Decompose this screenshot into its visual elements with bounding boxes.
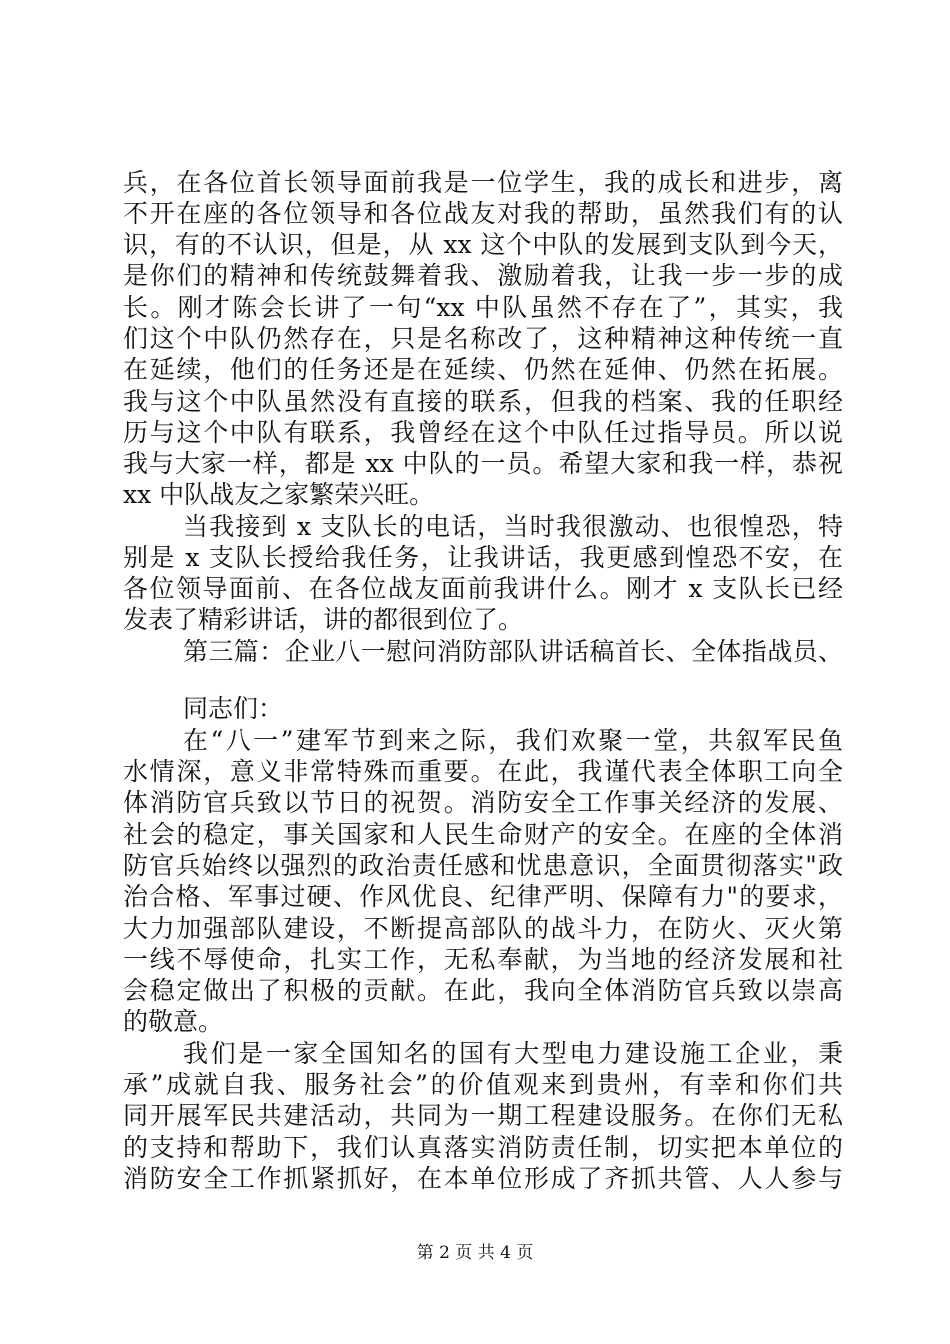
body-line: 历与这个中队有联系，我曾经在这个中队任过指导员。所以说 [123, 418, 843, 447]
body-line: 治合格、军事过硬、作风优良、纪律严明、保障有力"的要求， [123, 882, 843, 911]
body-line: 的敬意。 [123, 1007, 224, 1036]
body-line: 消防安全工作抓紧抓好，在本单位形成了齐抓共管、人人参与 [123, 1164, 843, 1193]
body-line: 别是 x 支队长授给我任务，让我讲话，我更感到惶恐不安，在 [123, 543, 843, 572]
body-line: 的支持和帮助下，我们认真落实消防责任制，切实把本单位的 [123, 1133, 843, 1162]
body-line: 体消防官兵致以节日的祝贺。消防安全工作事关经济的发展、 [123, 788, 843, 817]
body-line: 识，有的不认识，但是，从 xx 这个中队的发展到支队到今天， [123, 230, 843, 259]
body-line: 我与这个中队虽然没有直接的联系，但我的档案、我的任职经 [123, 387, 843, 416]
body-line: 会稳定做出了积极的贡献。在此，我向全体消防官兵致以崇高 [123, 976, 843, 1005]
body-line: 们这个中队仍然存在，只是名称改了，这种精神这种传统一直 [123, 324, 843, 353]
salutation: 同志们： [183, 694, 284, 723]
body-line: 是你们的精神和传统鼓舞着我、激励着我，让我一步一步的成 [123, 261, 843, 290]
page-footer [0, 1242, 950, 1264]
body-line: 一线不辱使命，扎实工作，无私奉献，为当地的经济发展和社 [123, 945, 843, 974]
body-line: 我们是一家全国知名的国有大型电力建设施工企业，秉 [183, 1039, 843, 1068]
section-heading: 第三篇：企业八一慰问消防部队讲话稿首长、全体指战员、 [183, 637, 843, 666]
body-line: 防官兵始终以强烈的政治责任感和忧患意识，全面贯彻落实"政 [123, 851, 843, 880]
body-line: 兵，在各位首长领导面前我是一位学生，我的成长和进步，离 [123, 168, 843, 197]
body-line: xx 中队战友之家繁荣兴旺。 [123, 480, 435, 509]
page-number-label: 第 2 页 共 4 页 [416, 1243, 534, 1263]
body-line: 长。刚才陈会长讲了一句“xx 中队虽然不存在了”，其实，我 [123, 293, 843, 322]
body-line: 大力加强部队建设，不断提高部队的战斗力，在防火、灭火第 [123, 914, 843, 943]
body-line: 在“八一”建军节到来之际，我们欢聚一堂，共叙军民鱼 [183, 726, 843, 755]
body-line: 水情深，意义非常特殊而重要。在此，我谨代表全体职工向全 [123, 757, 843, 786]
body-line: 不开在座的各位领导和各位战友对我的帮助，虽然我们有的认 [123, 199, 843, 228]
body-line: 各位领导面前、在各位战友面前我讲什么。刚才 x 支队长已经 [123, 574, 843, 603]
body-line: 我与大家一样，都是 xx 中队的一员。希望大家和我一样，恭祝 [123, 449, 843, 478]
body-line: 承”成就自我、服务社会”的价值观来到贵州，有幸和你们共 [123, 1070, 843, 1099]
body-line: 发表了精彩讲话，讲的都很到位了。 [123, 605, 524, 634]
body-line: 同开展军民共建活动，共同为一期工程建设服务。在你们无私 [123, 1101, 843, 1130]
body-line: 在延续，他们的任务还是在延续、仍然在延伸、仍然在拓展。 [123, 355, 843, 384]
body-line: 社会的稳定，事关国家和人民生命财产的安全。在座的全体消 [123, 820, 843, 849]
body-line: 当我接到 x 支队长的电话，当时我很激动、也很惶恐，特 [183, 512, 843, 541]
